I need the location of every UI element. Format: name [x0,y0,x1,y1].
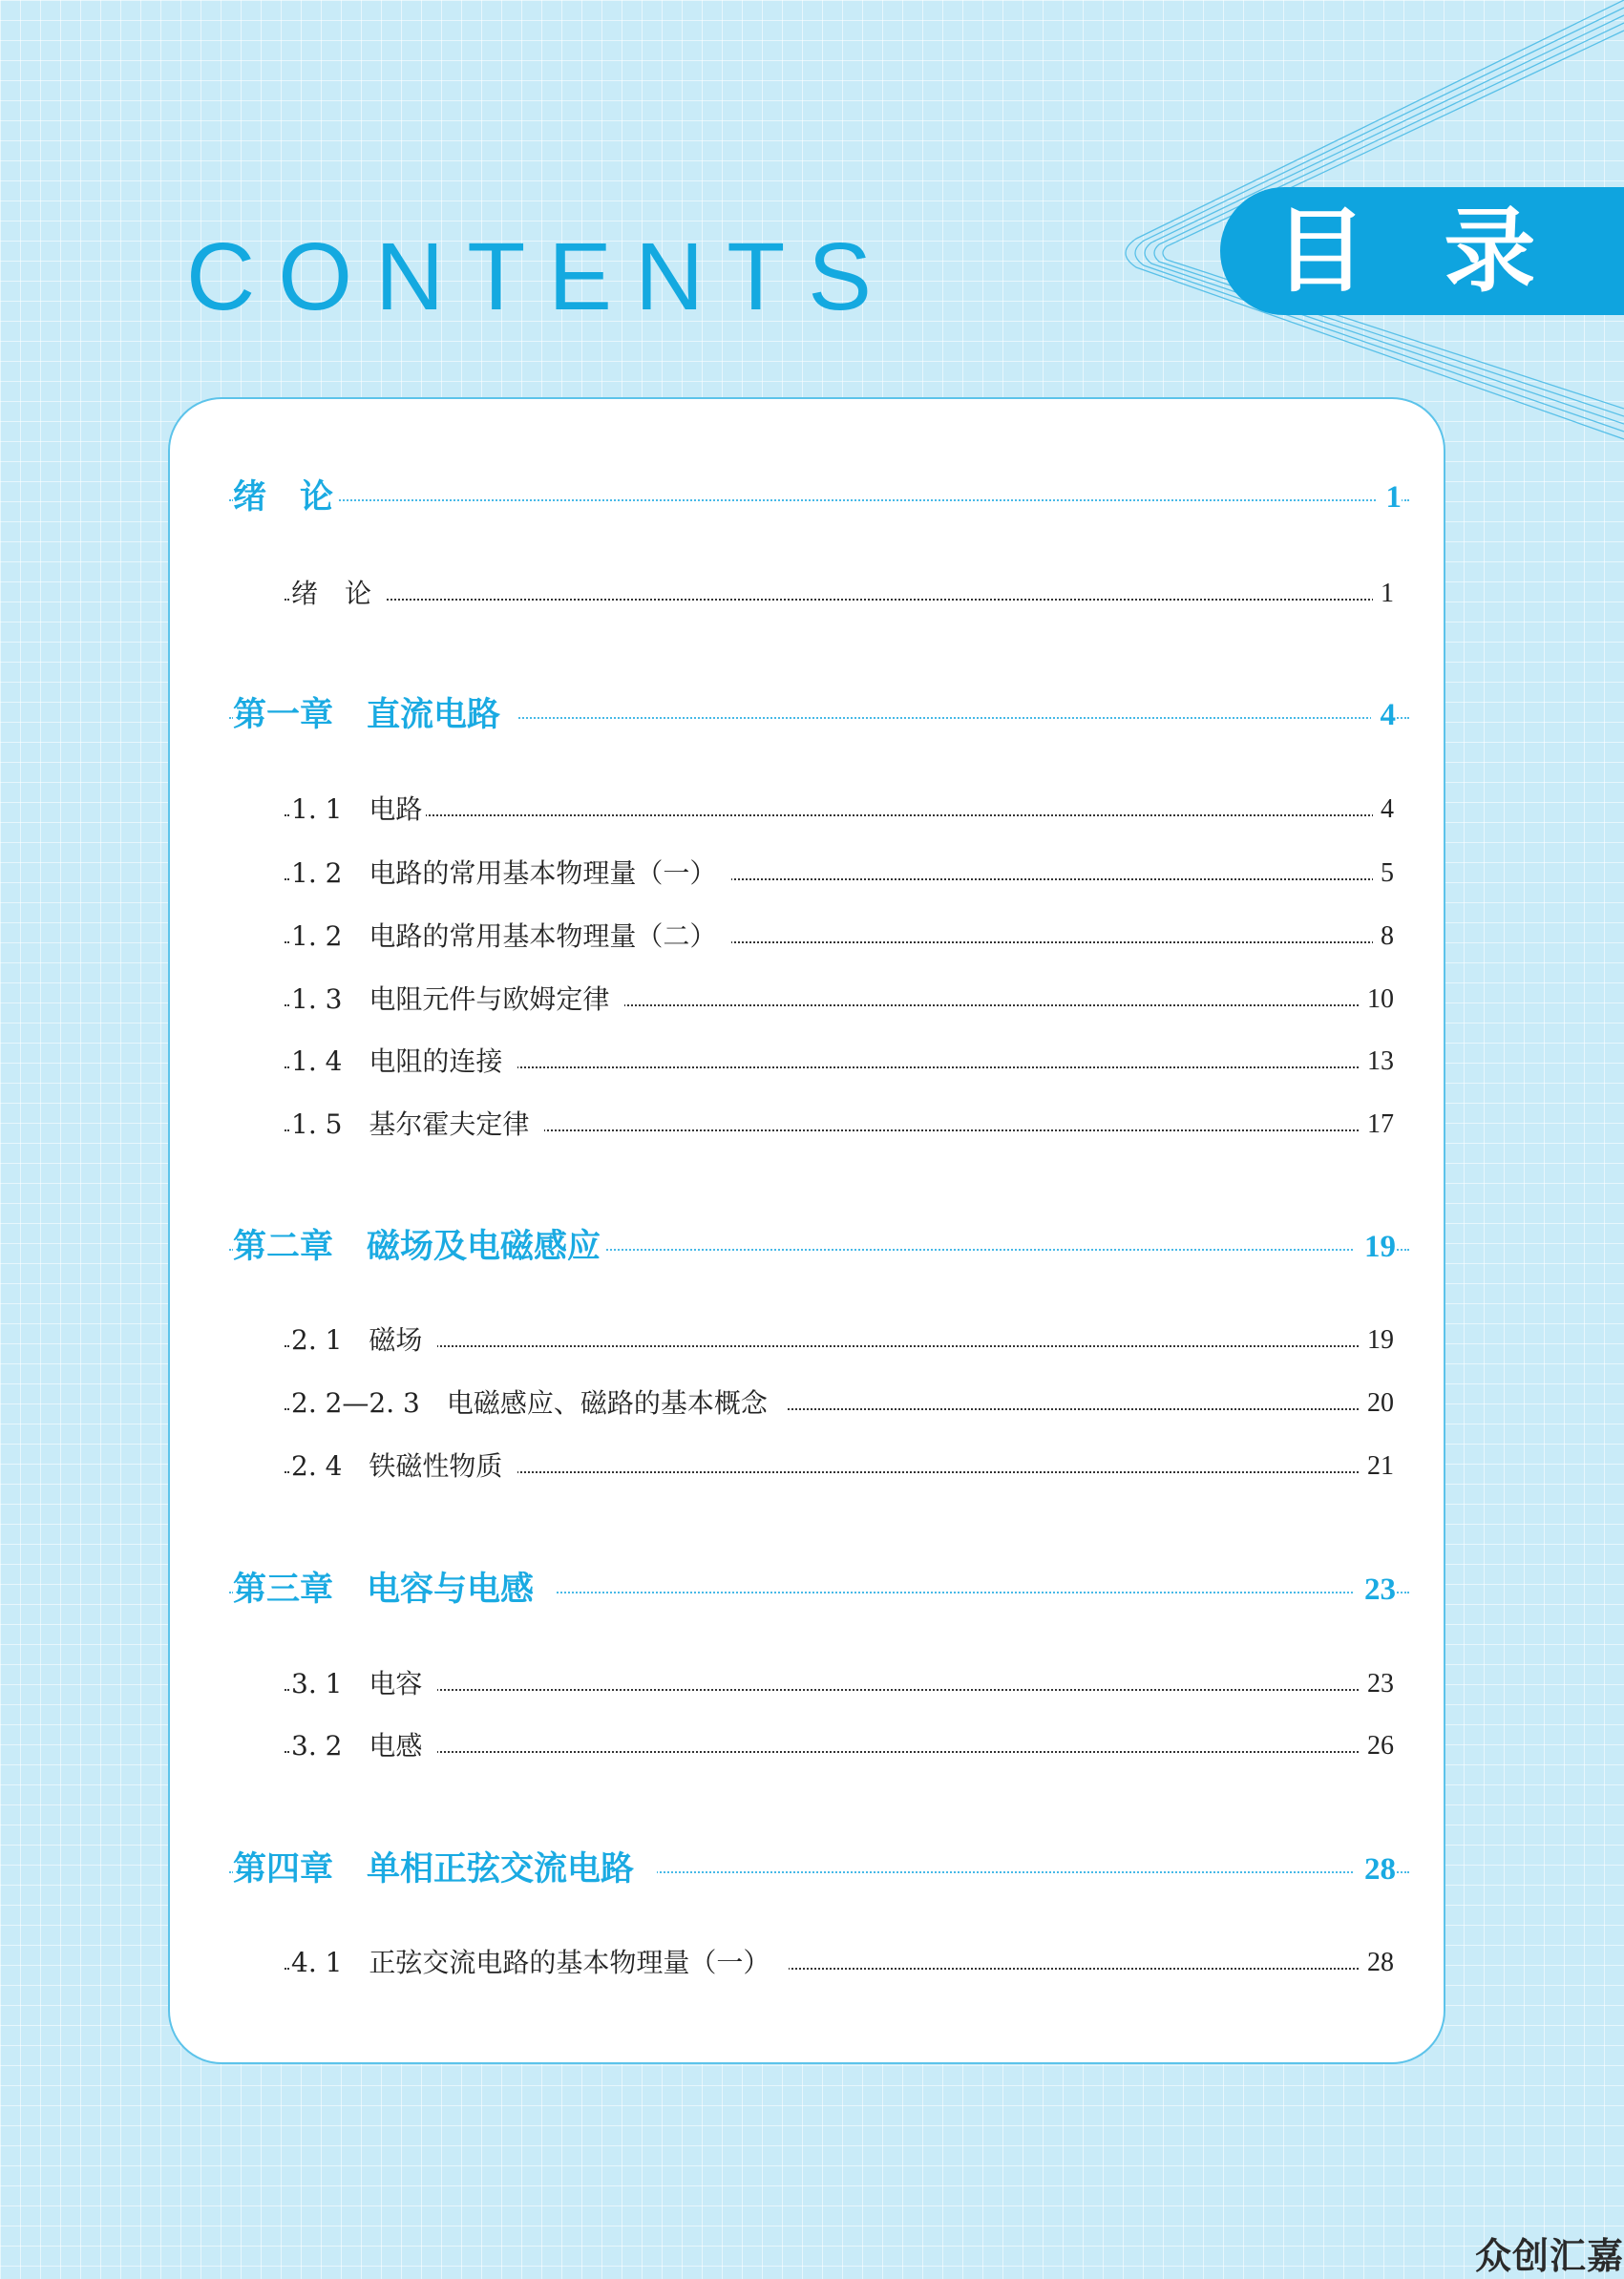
page-number: 17 [1360,1098,1394,1151]
section-title: 1. 5 基尔霍夫定律 [291,1098,544,1151]
leader-dots [285,1657,1392,1691]
toc-section[interactable] [170,1936,1447,1990]
section-title: 2. 1 磁场 [291,1314,437,1367]
page-number: 20 [1360,1377,1394,1430]
page-number: 4 [1373,783,1394,836]
toc-section[interactable] [170,783,1447,836]
chapter-title: 第三章 电容与电感 [233,1563,557,1616]
page-number: 28 [1360,1936,1394,1990]
toc-chapter-2[interactable] [170,1220,1447,1274]
page-number: 8 [1373,910,1394,963]
section-title: 2. 4 铁磁性物质 [291,1440,517,1493]
chapter-title: 第四章 单相正弦交流电路 [233,1843,657,1896]
leader-dots [285,783,1392,816]
page-number: 1 [1377,471,1403,524]
page-number: 13 [1360,1035,1394,1088]
page-number: 19 [1355,1220,1396,1274]
page-number: 26 [1360,1720,1394,1773]
chapter-title: 第一章 直流电路 [233,688,517,742]
toc-section[interactable] [170,1314,1447,1367]
toc-section[interactable] [170,1035,1447,1088]
leader-dots [229,471,1409,501]
leader-dots [285,567,1392,601]
page-number: 1 [1373,567,1394,621]
toc-section[interactable] [170,1377,1447,1430]
toc-chapter-3[interactable] [170,1563,1447,1616]
section-title: 2. 2—2. 3 电磁感应、磁路的基本概念 [291,1377,787,1430]
section-title: 1. 2 电路的常用基本物理量（一） [291,847,731,900]
toc-section[interactable] [170,1720,1447,1773]
section-title: 3. 2 电感 [291,1720,437,1773]
page-number: 4 [1371,688,1397,742]
toc-section[interactable] [170,1098,1447,1151]
toc-section[interactable] [170,1657,1447,1711]
chapter-title: 第二章 磁场及电磁感应 [233,1220,606,1274]
section-title: 1. 3 电阻元件与欧姆定律 [291,973,624,1026]
chapter-title: 绪 论 [233,471,339,524]
toc-chapter-1[interactable] [170,688,1447,742]
section-title: 1. 2 电路的常用基本物理量（二） [291,910,731,963]
toc-title-tab [1220,187,1624,315]
page-number: 23 [1360,1657,1394,1711]
page-number: 19 [1360,1314,1394,1367]
watermark-logo: 众创汇嘉 [1475,2235,1624,2277]
section-title: 1. 1 电路 [291,783,426,836]
section-title: 绪 论 [291,567,387,621]
toc-title: 目 录 [1275,198,1559,305]
page-number: 28 [1355,1843,1396,1896]
page-number: 10 [1360,973,1394,1026]
contents-heading: CONTENTS [186,223,895,330]
toc-section[interactable] [170,973,1447,1026]
leader-dots [285,1720,1392,1753]
page-number: 21 [1360,1440,1394,1493]
section-title: 1. 4 电阻的连接 [291,1035,517,1088]
toc-section[interactable] [170,567,1447,621]
page-number: 23 [1355,1563,1396,1616]
section-title: 3. 1 电容 [291,1657,437,1711]
toc-chapter-4[interactable] [170,1843,1447,1896]
section-title: 4. 1 正弦交流电路的基本物理量（一） [291,1936,789,1990]
toc-section[interactable] [170,847,1447,900]
toc-section[interactable] [170,1440,1447,1493]
page-number: 5 [1373,847,1394,900]
toc-panel [168,397,1445,2064]
toc-section[interactable] [170,910,1447,963]
leader-dots [285,1314,1392,1347]
toc-chapter-intro[interactable] [170,471,1447,524]
